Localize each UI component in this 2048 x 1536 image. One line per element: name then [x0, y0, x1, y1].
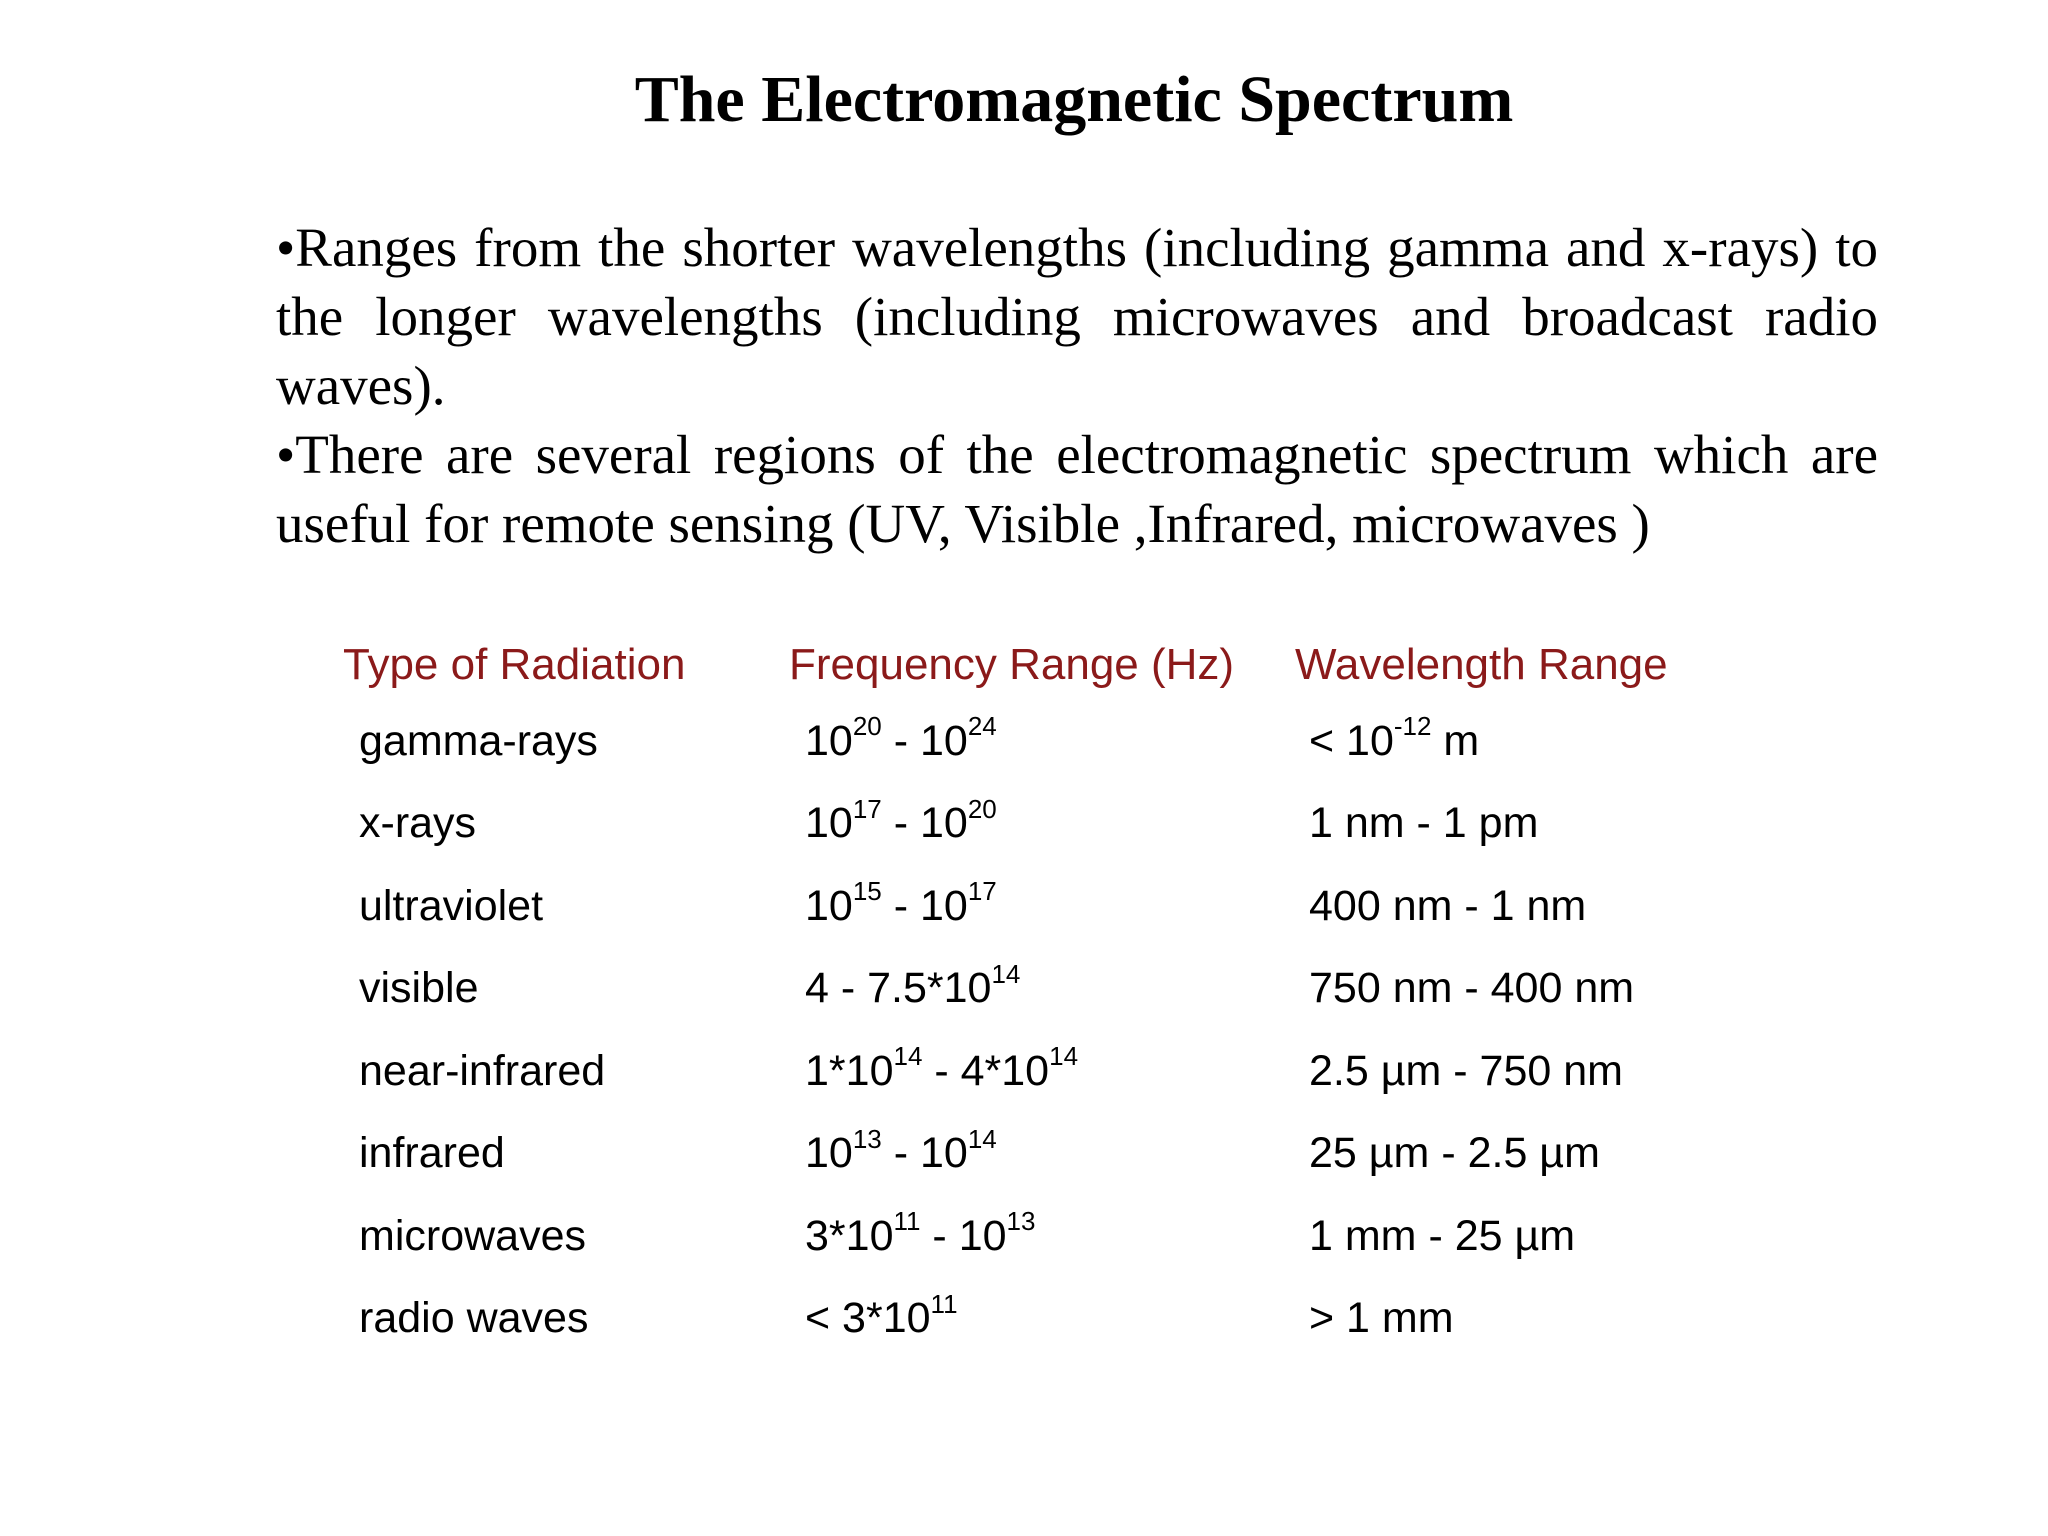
cell-wavelength-range: [1295, 1278, 1729, 1361]
value-text: 25 µm - 2.5 µm: [1309, 1129, 1600, 1178]
value-text: 10: [805, 716, 853, 765]
exponent: 11: [893, 1206, 921, 1237]
cell-frequency-range: [789, 865, 1295, 948]
cell-frequency-range: [789, 1195, 1295, 1278]
slide-title: The Electromagnetic Spectrum: [634, 63, 1514, 136]
value-text: 1 mm - 25 µm: [1309, 1211, 1576, 1260]
value-text: - 4*10: [922, 1046, 1050, 1095]
exponent: -12: [1393, 711, 1432, 742]
exponent: 13: [852, 1123, 882, 1154]
value-text: 1 nm - 1 pm: [1309, 799, 1539, 848]
exponent: 11: [930, 1288, 958, 1319]
value-text: < 10: [1309, 716, 1394, 765]
cell-frequency-range: [789, 1278, 1295, 1361]
exponent: 15: [852, 876, 882, 907]
cell-wavelength-range: [1295, 948, 1729, 1031]
value-text: < 3*10: [805, 1294, 931, 1343]
header-frequency-range: Frequency Range (Hz): [789, 640, 1235, 689]
cell-frequency-range: [789, 700, 1295, 783]
cell-radiation-type: ultraviolet: [359, 881, 544, 930]
cell-wavelength-range: [1295, 1030, 1729, 1113]
value-text: m: [1431, 716, 1480, 765]
cell-wavelength-range: [1295, 783, 1729, 866]
cell-radiation-type: radio waves: [359, 1294, 589, 1343]
table-row: [343, 1030, 1729, 1113]
table-row: [343, 1113, 1729, 1196]
header-wavelength-range: Wavelength Range: [1295, 640, 1668, 689]
value-text: - 10: [881, 716, 968, 765]
exponent: 14: [991, 958, 1021, 989]
value-text: 10: [805, 881, 853, 930]
table-row: [343, 865, 1729, 948]
value-text: > 1 mm: [1309, 1294, 1454, 1343]
exponent: 14: [1049, 1041, 1079, 1072]
table-row: [343, 1278, 1729, 1361]
table-body: [343, 700, 1729, 1360]
cell-frequency-range: [789, 783, 1295, 866]
cell-radiation-type: near-infrared: [359, 1046, 606, 1095]
cell-frequency-range: [789, 948, 1295, 1031]
value-text: 1*10: [805, 1046, 894, 1095]
value-text: - 10: [881, 799, 968, 848]
value-text: 750 nm - 400 nm: [1309, 964, 1635, 1013]
exponent: 20: [852, 711, 882, 742]
spectrum-table-container: [343, 630, 1729, 1360]
table-header-row: [343, 630, 1729, 700]
exponent: 20: [967, 793, 997, 824]
table-row: [343, 948, 1729, 1031]
cell-radiation-type: x-rays: [359, 799, 477, 848]
cell-wavelength-range: [1295, 865, 1729, 948]
bullet-list: [276, 213, 1878, 558]
table-row: [343, 700, 1729, 783]
exponent: 17: [967, 876, 997, 907]
value-text: 400 nm - 1 nm: [1309, 881, 1587, 930]
spectrum-table: [343, 630, 1729, 1360]
value-text: 10: [805, 799, 853, 848]
header-type-of-radiation: Type of Radiation: [343, 640, 686, 689]
exponent: 14: [893, 1041, 923, 1072]
value-text: - 10: [920, 1211, 1007, 1260]
value-text: 2.5 µm - 750 nm: [1309, 1046, 1623, 1095]
value-text: 3*10: [805, 1211, 894, 1260]
cell-wavelength-range: [1295, 1113, 1729, 1196]
exponent: 14: [967, 1123, 997, 1154]
cell-wavelength-range: [1295, 1195, 1729, 1278]
table-row: [343, 783, 1729, 866]
table-row: [343, 1195, 1729, 1278]
exponent: 13: [1006, 1206, 1036, 1237]
value-text: - 10: [881, 1129, 968, 1178]
value-text: - 10: [881, 881, 968, 930]
bullet-remote-sensing-regions: •There are several regions of the electromagnetic spectrum which are useful for remote sensing (UV, Visible ,Infrared, microwaves ): [276, 424, 1878, 554]
cell-radiation-type: gamma-rays: [359, 716, 598, 765]
exponent: 17: [852, 793, 882, 824]
cell-radiation-type: microwaves: [359, 1211, 586, 1260]
cell-radiation-type: infrared: [359, 1129, 505, 1178]
cell-radiation-type: visible: [359, 964, 479, 1013]
bullet-wavelength-range: •Ranges from the shorter wavelengths (including gamma and x-rays) to the longer wavelengths (including microwaves and broadcast radio waves).: [276, 217, 1878, 416]
cell-frequency-range: [789, 1113, 1295, 1196]
value-text: 10: [805, 1129, 853, 1178]
cell-frequency-range: [789, 1030, 1295, 1113]
exponent: 24: [967, 711, 997, 742]
value-text: 4 - 7.5*10: [805, 964, 992, 1013]
cell-wavelength-range: [1295, 700, 1729, 783]
